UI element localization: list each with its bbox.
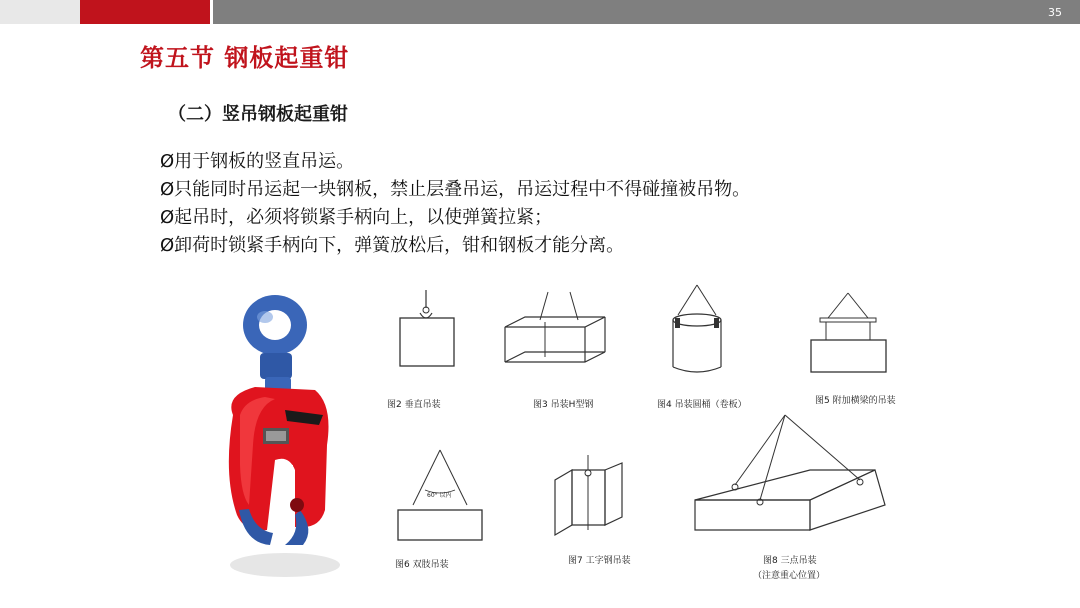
bullet-item: Ø用于钢板的竖直吊运。 — [160, 151, 355, 172]
figure-note: （注意重心位置） — [753, 571, 826, 581]
header-bar — [213, 0, 1080, 24]
figure-two-leg-lift — [395, 450, 485, 545]
figure-i-beam-lift — [550, 455, 635, 540]
figure-caption: 图2 垂直吊装 — [387, 400, 441, 410]
figure-drum-lift — [660, 285, 735, 380]
figure-crossbeam-lift — [808, 288, 893, 378]
bullet-list — [160, 148, 750, 260]
plate-clamp-image — [215, 295, 340, 585]
figure-caption: 图7 工字钢吊装 — [568, 556, 631, 566]
header-bar-accent — [80, 0, 210, 24]
figure-vertical-lift — [395, 290, 465, 375]
figure-h-beam-lift — [500, 292, 620, 372]
section-subtitle: （二）竖吊钢板起重钳 — [168, 104, 348, 125]
figure-caption: 图4 吊装圆桶（卷板） — [657, 400, 747, 410]
angle-label: 60° 以内 — [427, 492, 452, 499]
figure-caption: 图6 双肢吊装 — [395, 560, 449, 570]
figure-three-point-lift — [690, 415, 890, 545]
page-title: 第五节 钢板起重钳 — [140, 44, 350, 72]
bullet-item: Ø只能同时吊运起一块钢板，禁止层叠吊运，吊运过程中不得碰撞被吊物。 — [160, 179, 751, 200]
figure-caption: 图8 三点吊装 — [763, 556, 817, 566]
header-bar-left — [0, 0, 80, 24]
bullet-item: Ø起吊时，必须将锁紧手柄向上，以使弹簧拉紧； — [160, 207, 553, 228]
page-number: 35 — [1048, 6, 1062, 19]
figure-caption: 图3 吊装H型钢 — [533, 400, 594, 410]
bullet-item: Ø卸荷时锁紧手柄向下，弹簧放松后，钳和钢板才能分离。 — [160, 235, 625, 256]
figure-caption: 图5 附加横梁的吊装 — [815, 396, 896, 406]
